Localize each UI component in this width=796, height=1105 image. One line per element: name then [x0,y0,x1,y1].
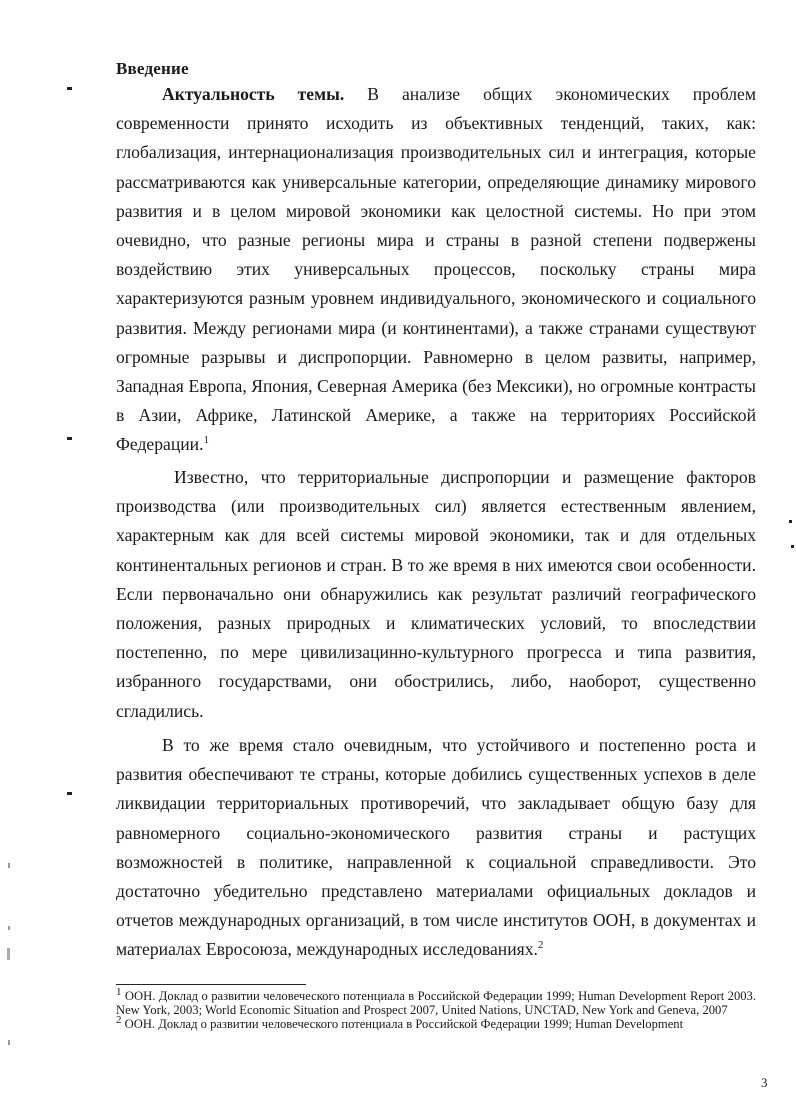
footnotes [116,985,756,1031]
page-number: 3 [761,1075,768,1090]
scan-mark [8,926,10,930]
paragraph-relevance [116,80,756,460]
scan-mark [791,545,794,548]
relevance-text: В анализе общих экономических проблем современности принято исходить из объективных тенденций, таких, как: глобализация, интернационализация производительных сил и интеграция, которые рассматриваются как универсальные категории, определяющие динамику мирового развития и в целом мировой экономики как целостной системы. Но при этом очевидно, что разные регионы мира и страны в разной степени подвержены воздействию этих универсальных процессов, поскольку страны мира характеризуются разным уровнем индивидуального, экономического и социального развития. Между регионами мира (и континентами), а также странами существуют огромные разрывы и диспропорции. Равномерно в целом развиты, например, Западная Европа, Япония, Северная Америка (без Мексики), но огромные контрасты в Азии, Африке, Латинской Америке, а также на территориях Российской Федерации. [116,84,756,455]
paragraph-disproportions: Известно, что территориальные диспропорции и размещение факторов производства (или производительных сил) является естественным явлением, характерным как для всей системы мировой экономики, так и для отдельных континентальных регионов и стран. В то же время в них имеются свои особенности. Если первоначально они обнаружились как результат различий географического положения, разных природных и климатических условий, то впоследствии постепенно, по мере цивилизацинно-культурного прогресса и типа развития, избранного государствами, они обострились, либо, наоборот, существенно сгладились. [116,467,756,721]
relevance-lead: Актуальность темы. [162,84,345,104]
footnote-1-number: 1 [116,985,122,998]
footnote-ref-1: 1 [203,434,209,447]
section-heading: Введение [116,59,189,78]
growth-text: В то же время стало очевидным, что устойчивого и постепенно роста и развития обеспечивают те страны, которые добились существенных успехов в деле ликвидации территориальных противоречий, что закладывает общую базу для равномерного социально-экономического развития страны и растущих возможностей в политике, направленной к социальной справедливости. Это достаточно убедительно представлено материалами официальных докладов и отчетов международных организаций, в том числе институтов ООН, в документах и материалах Евросоюза, международных исследованиях. [116,735,756,960]
footnote-separator [116,984,306,985]
scan-mark [7,948,10,960]
footnote-ref-2: 2 [537,939,544,952]
paragraph-growth [116,731,756,965]
scan-mark [789,520,792,523]
footnote-2-text: ООН. Доклад о развитии человеческого потенциала в Российской Федерации 1999; Human Development [121,1017,684,1031]
scan-mark [67,792,72,795]
scan-mark [8,863,10,868]
scan-mark [67,87,72,90]
scan-mark [8,1040,10,1045]
footnote-1-text: ООН. Доклад о развитии человеческого потенциала в Российской Федерации 1999; Human Development Report 2003. New York, 2003; World Economic Situation and Prospect 2007, United Nations, UNCTAD, New York and Geneva, 2007 [116,989,756,1017]
footnote-2 [116,1013,756,1031]
footnote-1 [116,985,756,1017]
footnote-2-number: 2 [116,1013,122,1026]
scan-mark [67,437,72,440]
